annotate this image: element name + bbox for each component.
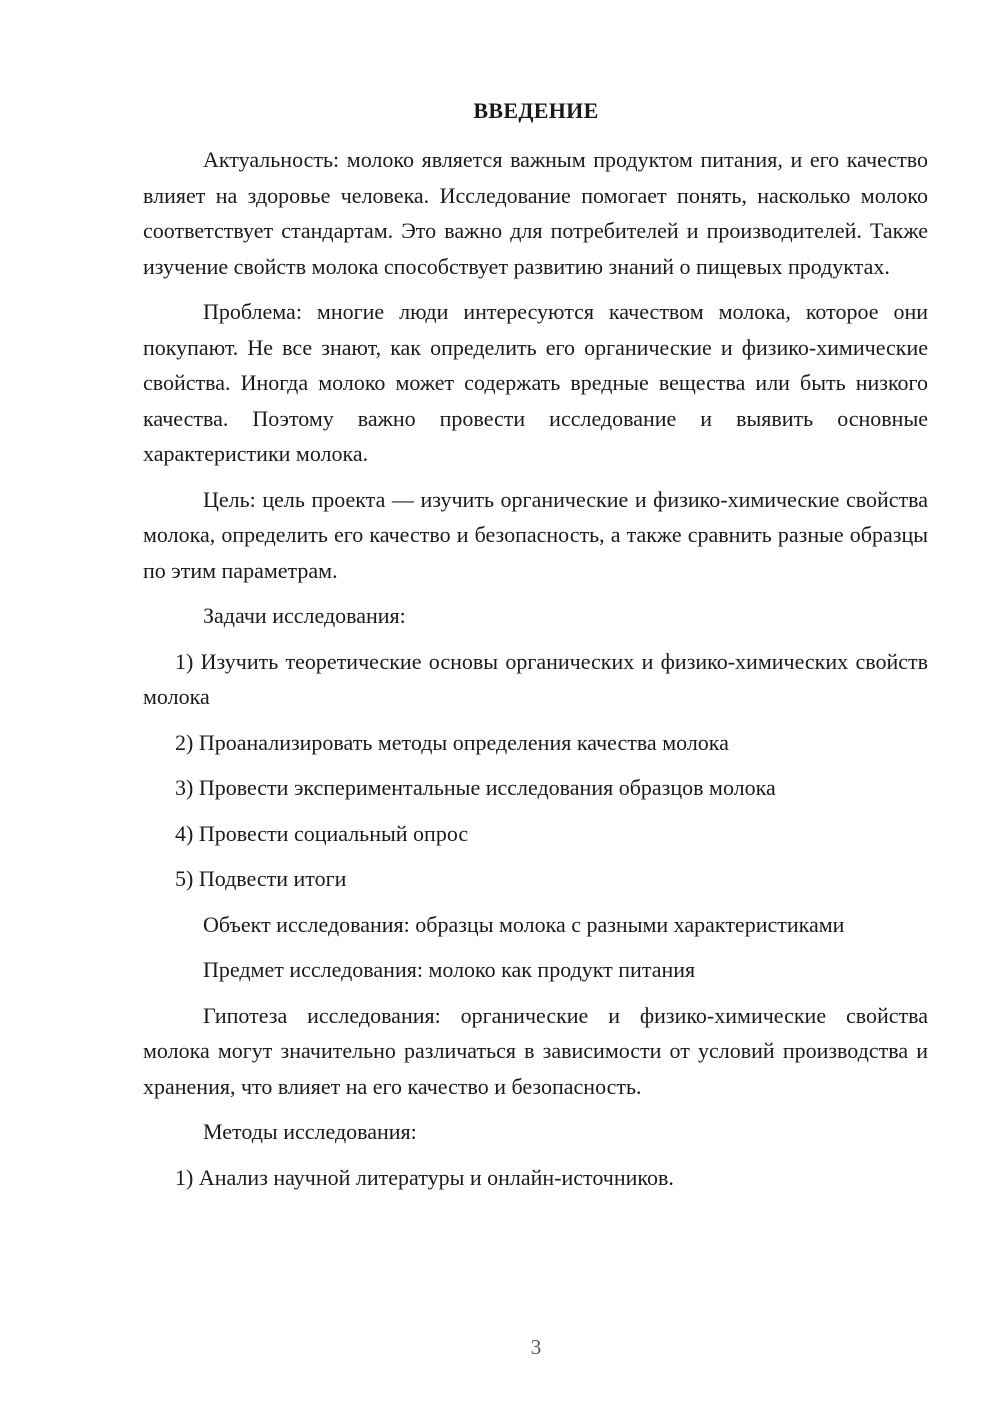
- paragraph-subject: Предмет исследования: молоко как продукт питания: [203, 957, 696, 982]
- task-item-5: 5) Подвести итоги: [175, 866, 347, 891]
- tasks-title: Задачи исследования:: [203, 603, 406, 628]
- document-body: [143, 142, 928, 1205]
- method-item-1: 1) Анализ научной литературы и онлайн-источников.: [175, 1164, 674, 1190]
- task-item-1: 1) Изучить теоретические основы органических и физико-химических свойств молока: [143, 648, 928, 709]
- paragraph-goal: Цель: цель проекта — изучить органические и физико-химические свойства молока, определить его качество и безопасность, а также сравнить разные образцы по этим параметрам.: [143, 486, 928, 583]
- paragraph-relevance: Актуальность: молоко является важным продуктом питания, и его качество влияет на здоровье человека. Исследование помогает понять, насколько молоко соответствует стандартам. Это важно для потребителей и производителей. Также изучение свойств молока способствует развитию знаний о пищевых продуктах.: [143, 147, 928, 279]
- paragraph-hypothesis: Гипотеза исследования: органические и физико-химические свойства молока могут значительно различаться в зависимости от условий производства и хранения, что влияет на его качество и безопасность.: [143, 1002, 928, 1099]
- task-item-4: 4) Провести социальный опрос: [175, 820, 469, 846]
- paragraph-object: Объект исследования: образцы молока с разными характеристиками: [203, 911, 845, 937]
- methods-title: Методы исследования:: [203, 1119, 417, 1144]
- section-heading: ВВЕДЕНИЕ: [473, 98, 599, 123]
- task-item-2: 2) Проанализировать методы определения качества молока: [175, 729, 729, 755]
- page-number: 3: [530, 1335, 542, 1359]
- paragraph-problem: Проблема: многие люди интересуются качеством молока, которое они покупают. Не все знают, как определить его органические и физико-химические свойства. Иногда молоко может содержать вредные вещества или быть низкого качества. Поэтому важно провести исследование и выявить основные характеристики молока.: [143, 299, 928, 466]
- task-item-3: 3) Провести экспериментальные исследования образцов молока: [175, 775, 776, 800]
